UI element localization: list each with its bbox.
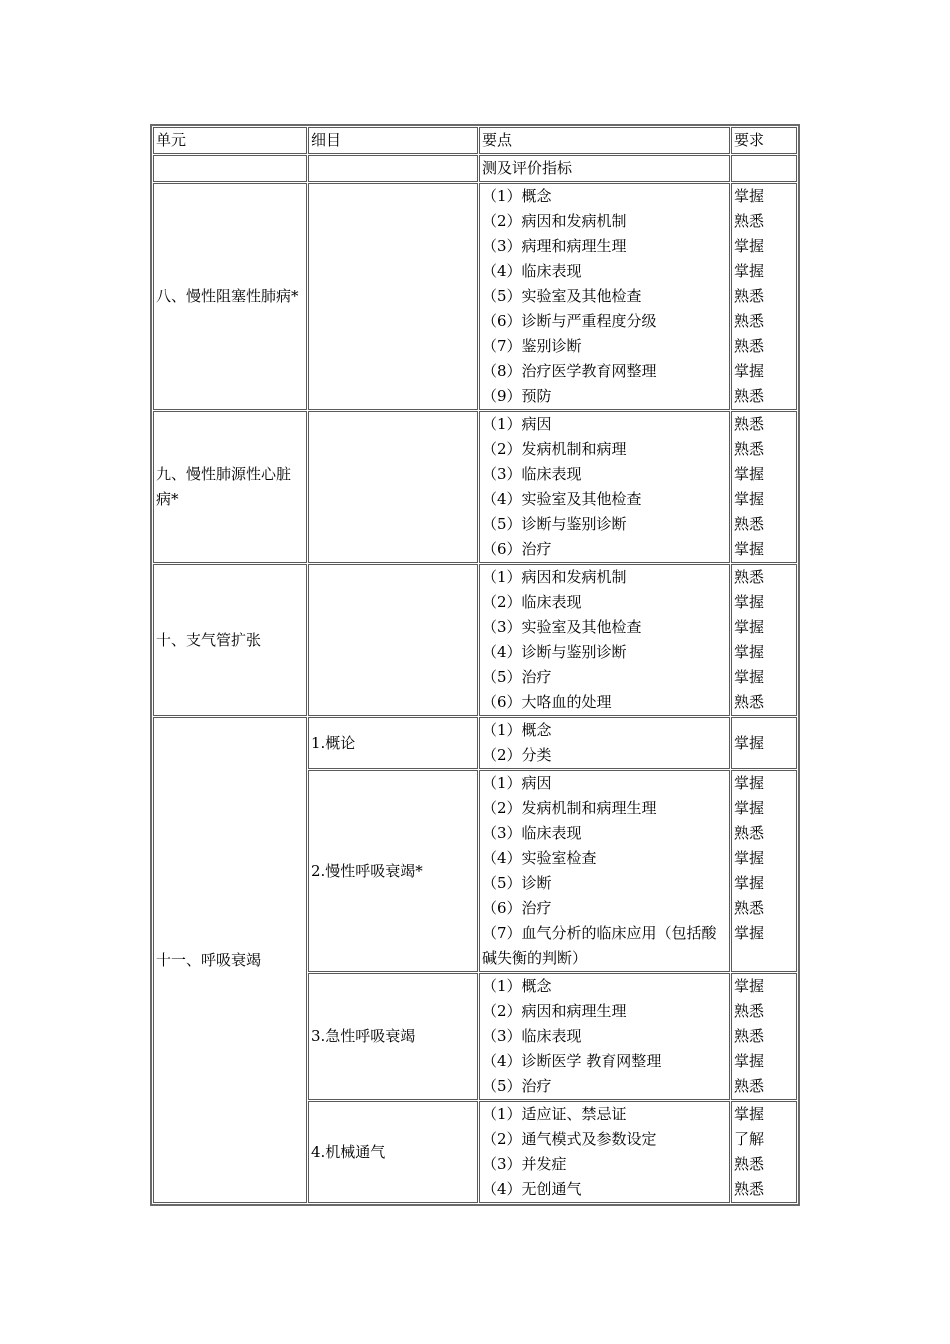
requirement-item: 掌握 [734, 977, 765, 995]
requirements-cell [731, 973, 797, 1100]
requirements-cell [731, 411, 797, 563]
point-item: （2）发病机制和病理 [482, 440, 627, 458]
point-item: （5）诊断 [482, 874, 552, 892]
requirement-item: 掌握 [734, 774, 765, 792]
requirement-item: 熟悉 [734, 287, 765, 305]
requirement-item: 掌握 [734, 540, 765, 558]
requirement-item: 掌握 [734, 924, 765, 942]
header-point: 要点 [479, 127, 730, 154]
point-item: （4）临床表现 [482, 262, 582, 280]
requirement-item: 掌握 [734, 262, 765, 280]
requirement-item: 掌握 [734, 465, 765, 483]
header-row [153, 127, 797, 154]
points-cell [479, 183, 730, 410]
requirement-item: 熟悉 [734, 693, 765, 711]
unit-cell: 十、支气管扩张 [153, 564, 307, 716]
point-item: （4）实验室检查 [482, 849, 597, 867]
point-item: （7）血气分析的临床应用（包括酸碱失衡的判断） [482, 924, 717, 967]
point-item: （4）诊断与鉴别诊断 [482, 643, 627, 661]
point-item: （5）诊断与鉴别诊断 [482, 515, 627, 533]
continued-requirement-cell [731, 155, 797, 182]
point-item: （3）临床表现 [482, 465, 582, 483]
point-item: （4）实验室及其他检查 [482, 490, 642, 508]
points-cell [479, 411, 730, 563]
requirement-item: 熟悉 [734, 387, 765, 405]
unit-cell: 八、慢性阻塞性肺病* [153, 183, 307, 410]
requirement-item: 掌握 [734, 849, 765, 867]
requirement-item: 掌握 [734, 733, 765, 752]
unit-row [153, 411, 797, 563]
point-item: （4）诊断医学 教育网整理 [482, 1052, 662, 1070]
continued-point-cell: 测及评价指标 [479, 155, 730, 182]
points-cell [479, 564, 730, 716]
point-item: （8）治疗医学教育网整理 [482, 362, 657, 380]
requirement-item: 熟悉 [734, 568, 765, 586]
point-item: （3）临床表现 [482, 824, 582, 842]
point-item: （1）适应证、禁忌证 [482, 1105, 627, 1123]
header-requirement: 要求 [731, 127, 797, 154]
point-item: （6）大咯血的处理 [482, 693, 612, 711]
requirement-item: 掌握 [734, 490, 765, 508]
requirement-item: 熟悉 [734, 1027, 765, 1045]
requirement-item: 熟悉 [734, 899, 765, 917]
point-item: （9）预防 [482, 387, 552, 405]
continued-detail-cell [308, 155, 478, 182]
point-item: （6）诊断与严重程度分级 [482, 312, 657, 330]
requirements-cell [731, 1101, 797, 1203]
requirement-item: 熟悉 [734, 1155, 765, 1173]
requirement-item: 掌握 [734, 668, 765, 686]
requirements-cell [731, 770, 797, 972]
requirement-item: 熟悉 [734, 1077, 765, 1095]
requirement-item: 掌握 [734, 362, 765, 380]
requirement-item: 掌握 [734, 593, 765, 611]
point-item: （1）病因 [482, 774, 552, 792]
requirement-item: 掌握 [734, 643, 765, 661]
point-item: （6）治疗 [482, 540, 552, 558]
requirement-item: 了解 [734, 1130, 765, 1148]
continued-unit-cell [153, 155, 307, 182]
unit-cell: 十一、呼吸衰竭 [153, 717, 307, 1203]
point-item: （5）实验室及其他检查 [482, 287, 642, 305]
syllabus-table [150, 124, 800, 1206]
point-item: （6）治疗 [482, 899, 552, 917]
point-item: （2）病因和病理生理 [482, 1002, 627, 1020]
requirement-item: 熟悉 [734, 440, 765, 458]
point-item: （5）治疗 [482, 1077, 552, 1095]
detail-cell: 4.机械通气 [308, 1101, 478, 1203]
requirements-cell [731, 564, 797, 716]
requirement-item: 熟悉 [734, 824, 765, 842]
requirements-cell [731, 717, 797, 769]
requirement-item: 熟悉 [734, 312, 765, 330]
unit-cell: 九、慢性肺源性心脏病* [153, 411, 307, 563]
point-item: （2）病因和发病机制 [482, 212, 627, 230]
points-cell [479, 973, 730, 1100]
requirement-item: 掌握 [734, 237, 765, 255]
detail-cell [308, 411, 478, 563]
point-item: （7）鉴别诊断 [482, 337, 582, 355]
requirement-item: 熟悉 [734, 515, 765, 533]
header-unit: 单元 [153, 127, 307, 154]
requirement-item: 掌握 [734, 799, 765, 817]
point-item: （1）病因和发病机制 [482, 568, 627, 586]
unit-row [153, 183, 797, 410]
point-item: （3）临床表现 [482, 1027, 582, 1045]
point-item: （2）分类 [482, 746, 552, 764]
requirement-item: 熟悉 [734, 212, 765, 230]
requirements-cell [731, 183, 797, 410]
requirement-item: 掌握 [734, 1105, 765, 1123]
point-item: （1）概念 [482, 721, 552, 739]
point-item: （2）发病机制和病理生理 [482, 799, 657, 817]
requirement-item: 熟悉 [734, 415, 765, 433]
requirement-item: 掌握 [734, 874, 765, 892]
requirement-item: 掌握 [734, 1052, 765, 1070]
requirement-item: 掌握 [734, 618, 765, 636]
unit-row [153, 564, 797, 716]
detail-cell [308, 564, 478, 716]
points-cell [479, 770, 730, 972]
unit-row [153, 717, 797, 769]
point-item: （3）实验室及其他检查 [482, 618, 642, 636]
requirement-item: 熟悉 [734, 1002, 765, 1020]
continued-row [153, 155, 797, 182]
detail-cell: 3.急性呼吸衰竭 [308, 973, 478, 1100]
point-item: （4）无创通气 [482, 1180, 582, 1198]
point-item: （3）并发症 [482, 1155, 567, 1173]
points-cell [479, 1101, 730, 1203]
point-item: （3）病理和病理生理 [482, 237, 627, 255]
point-item: （1）概念 [482, 977, 552, 995]
point-item: （2）通气模式及参数设定 [482, 1130, 657, 1148]
requirement-item: 掌握 [734, 187, 765, 205]
syllabus-table-body [153, 127, 797, 1203]
requirement-item: 熟悉 [734, 1180, 765, 1198]
point-item: （1）病因 [482, 415, 552, 433]
point-item: （2）临床表现 [482, 593, 582, 611]
point-item: （1）概念 [482, 187, 552, 205]
requirement-item: 熟悉 [734, 337, 765, 355]
points-cell [479, 717, 730, 769]
header-detail: 细目 [308, 127, 478, 154]
detail-cell: 2.慢性呼吸衰竭* [308, 770, 478, 972]
detail-cell: 1.概论 [308, 717, 478, 769]
point-item: （5）治疗 [482, 668, 552, 686]
detail-cell [308, 183, 478, 410]
